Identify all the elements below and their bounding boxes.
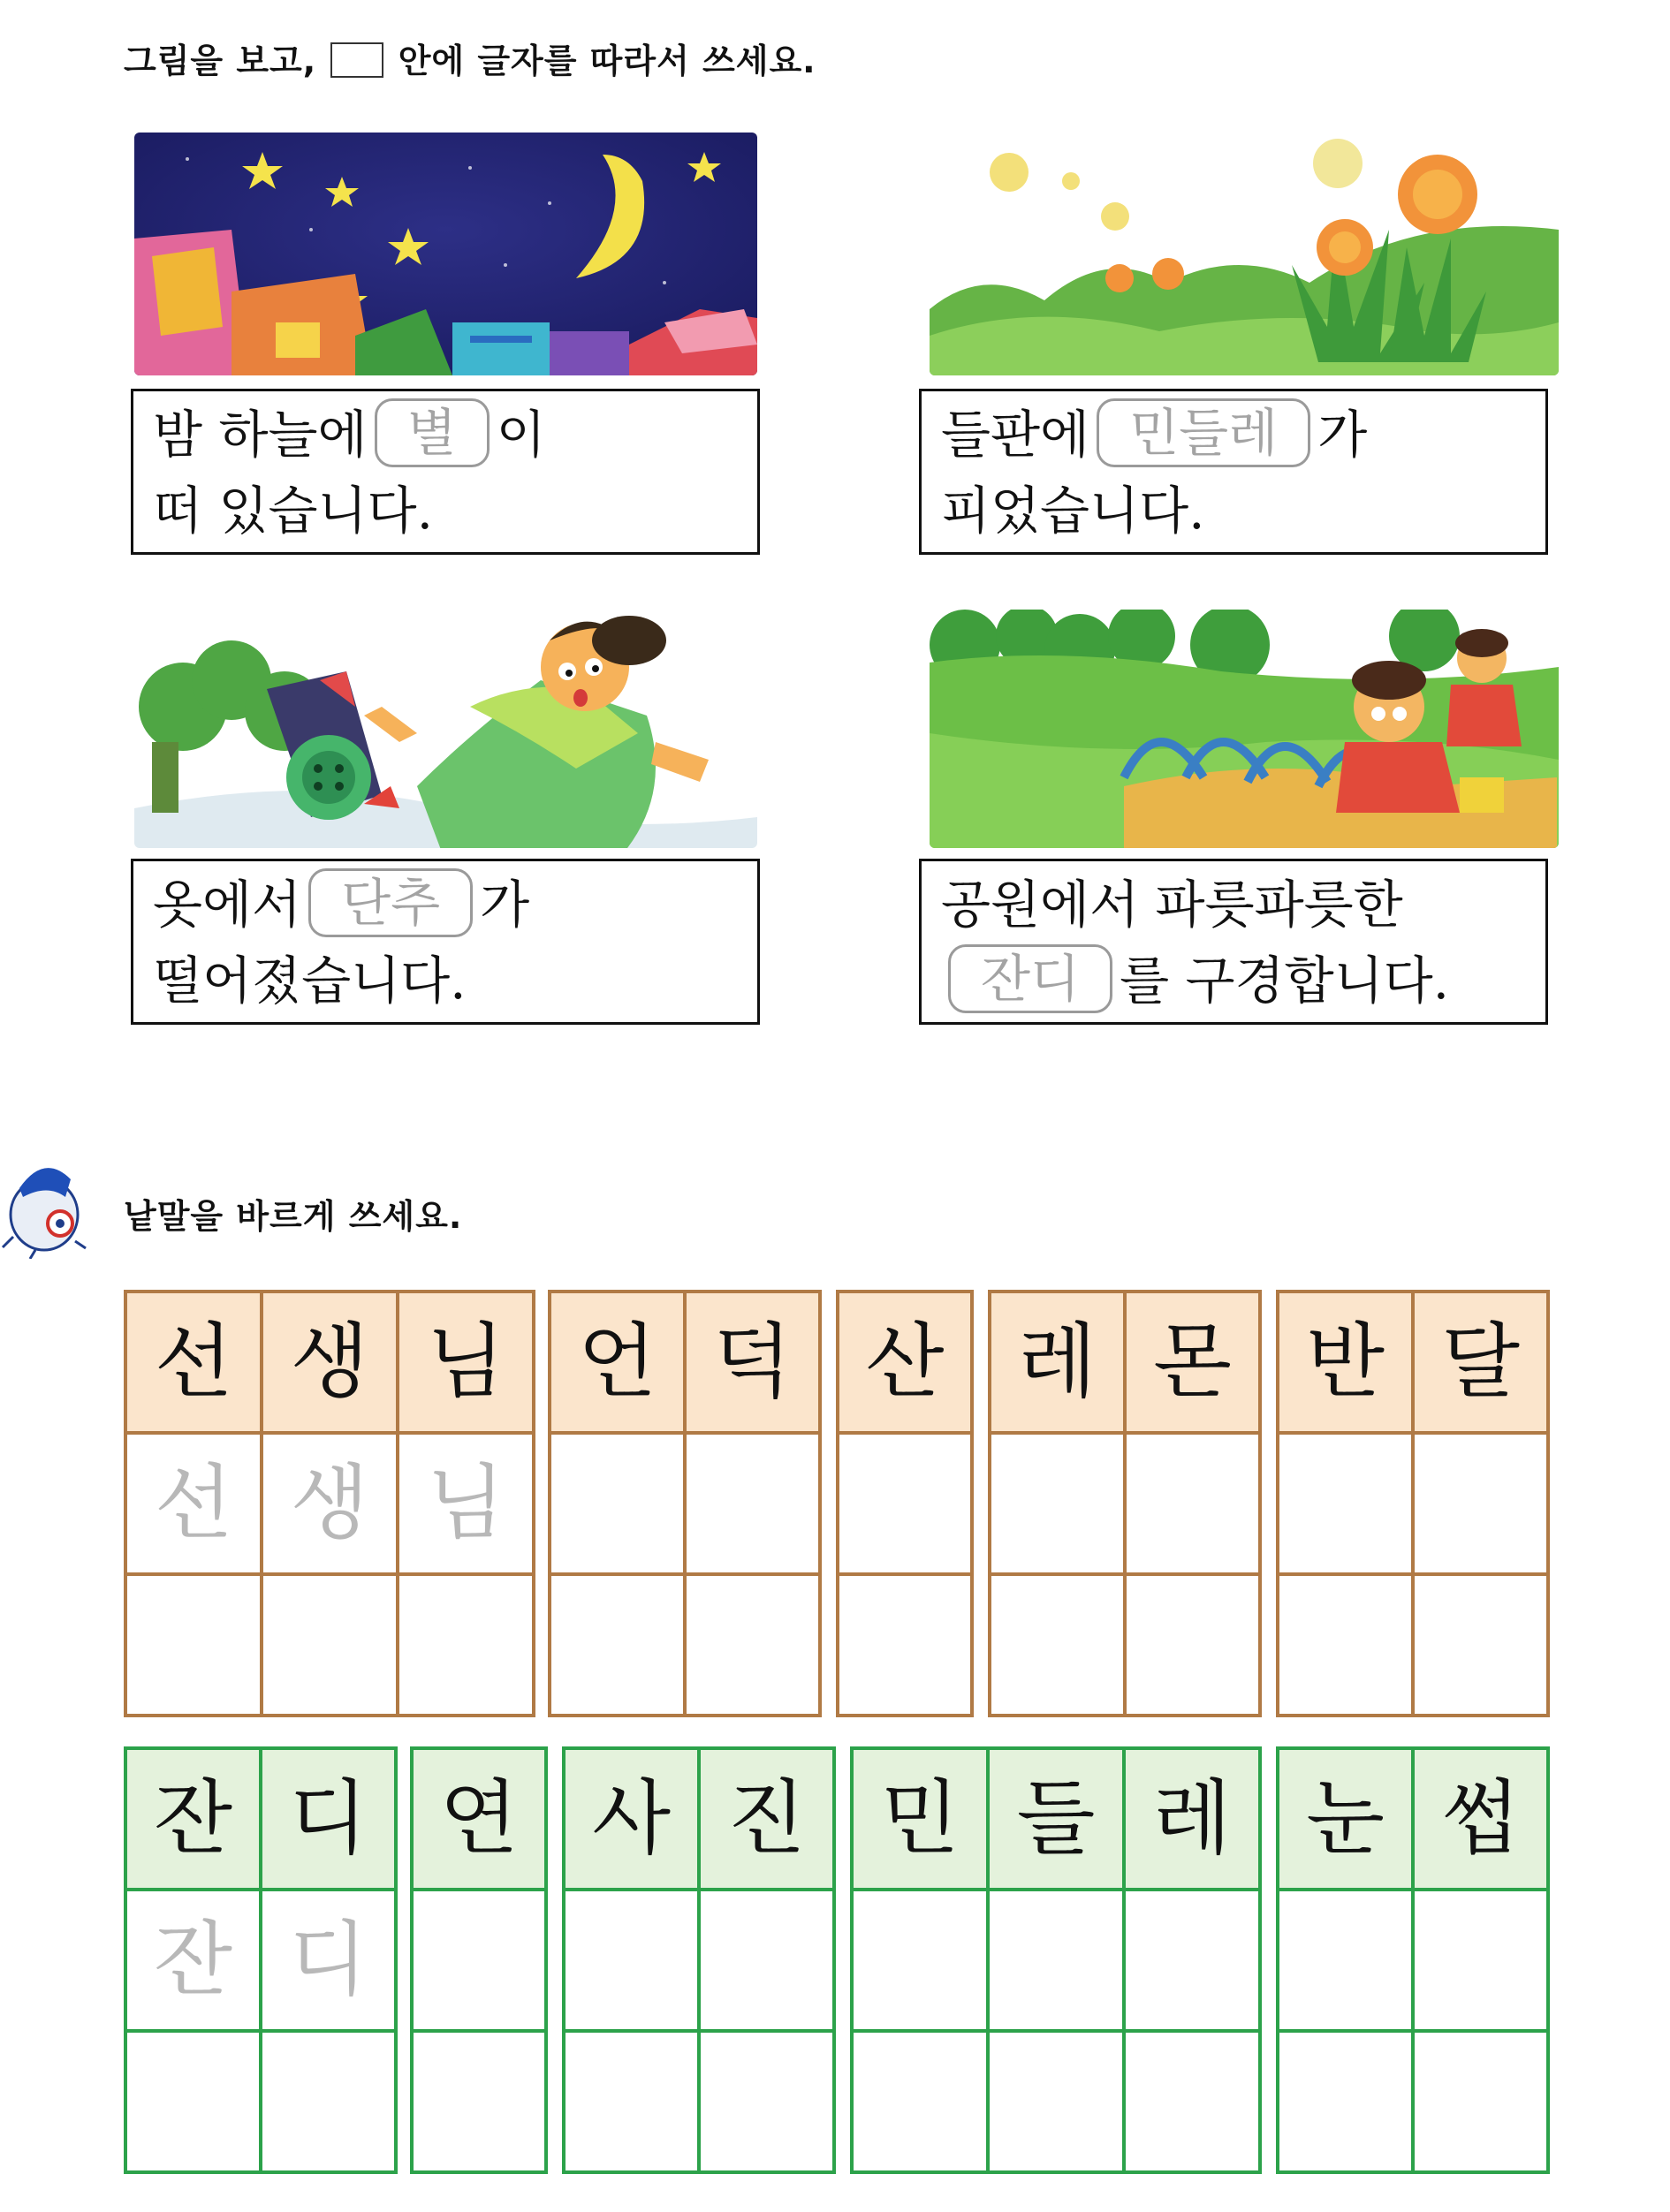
blank-cell[interactable] <box>1124 2031 1260 2172</box>
blank-cell[interactable] <box>261 2031 396 2172</box>
trace-cell[interactable] <box>550 1433 685 1574</box>
caption-panel-2 <box>919 389 1548 555</box>
grid-cell: 디 <box>261 1748 396 1890</box>
caption-2-particle: 가 <box>1317 405 1368 465</box>
caption-panel-4 <box>919 859 1548 1025</box>
grid-cell: 잔 <box>125 1748 261 1890</box>
caption-4-text: 를 구경합니다. <box>1120 951 1450 1011</box>
grid-cell: 눈 <box>1278 1748 1413 1890</box>
trace-word-pill: 단추 <box>308 868 473 937</box>
word-grid-bandal <box>1276 1290 1550 1717</box>
caption-panel-1 <box>131 389 760 555</box>
instruction-2: 낱말을 바르게 쓰세요. <box>124 1197 463 1236</box>
word-grid-jandi <box>124 1746 398 2174</box>
caption-1-text: 밤 하늘에 <box>153 405 368 465</box>
trace-cell[interactable] <box>988 1890 1124 2031</box>
grid-cell: 레 <box>1124 1748 1260 1890</box>
trace-word-pill: 잔디 <box>948 944 1112 1013</box>
grid-cell: 몬 <box>1125 1292 1260 1433</box>
blank-cell[interactable] <box>1125 1574 1260 1716</box>
trace-cell[interactable] <box>838 1433 972 1574</box>
instruction-1 <box>124 34 816 82</box>
grid-cell: 덕 <box>685 1292 820 1433</box>
trace-cell[interactable] <box>1278 1890 1413 2031</box>
grid-cell: 썹 <box>1413 1748 1548 1890</box>
blank-cell[interactable] <box>852 2031 988 2172</box>
grid-cell: 님 <box>398 1292 534 1433</box>
word-grid-sajin <box>562 1746 836 2174</box>
trace-cell[interactable]: 잔 <box>125 1890 261 2031</box>
button-falling-illustration <box>134 610 757 848</box>
grid-cell: 민 <box>852 1748 988 1890</box>
instruction-1-after: 안에 글자를 따라서 쓰세요. <box>398 42 816 80</box>
trace-cell[interactable] <box>685 1433 820 1574</box>
blank-cell[interactable] <box>988 2031 1124 2172</box>
trace-cell[interactable] <box>1124 1890 1260 2031</box>
trace-cell[interactable]: 선 <box>125 1433 262 1574</box>
night-sky-illustration <box>134 133 757 375</box>
caption-4-line-1: 공원에서 파릇파릇한 <box>941 875 1403 935</box>
blank-cell[interactable] <box>125 2031 261 2172</box>
caption-1-line-2: 떠 있습니다. <box>153 481 434 541</box>
trace-cell[interactable] <box>564 1890 699 2031</box>
trace-cell[interactable] <box>1278 1433 1413 1574</box>
grid-cell: 들 <box>988 1748 1124 1890</box>
trace-word-pill: 민들레 <box>1097 398 1310 467</box>
caption-3-particle: 가 <box>480 875 530 935</box>
caption-3-text: 옷에서 <box>153 875 302 935</box>
blank-cell[interactable] <box>412 2031 546 2172</box>
caption-1-particle: 이 <box>496 405 546 465</box>
grid-cell: 연 <box>412 1748 546 1890</box>
word-grid-nunsseop <box>1276 1746 1550 2174</box>
park-grass-illustration <box>930 610 1559 848</box>
trace-cell[interactable] <box>699 1890 834 2031</box>
blank-cell[interactable] <box>125 1574 262 1716</box>
blank-cell[interactable] <box>1278 2031 1413 2172</box>
blank-cell[interactable] <box>699 2031 834 2172</box>
caption-2-line-2: 피었습니다. <box>941 481 1205 541</box>
blank-cell[interactable] <box>685 1574 820 1716</box>
word-grid-eondeok <box>548 1290 822 1717</box>
word-grid-lemon <box>988 1290 1262 1717</box>
grid-cell: 언 <box>550 1292 685 1433</box>
blank-cell[interactable] <box>1413 2031 1548 2172</box>
trace-cell[interactable] <box>412 1890 546 2031</box>
dandelion-field-illustration <box>930 133 1559 375</box>
grid-cell: 사 <box>564 1748 699 1890</box>
grid-cell: 레 <box>990 1292 1125 1433</box>
blank-cell[interactable] <box>838 1574 972 1716</box>
grid-cell: 산 <box>838 1292 972 1433</box>
trace-cell[interactable] <box>1413 1890 1548 2031</box>
blank-cell[interactable] <box>398 1574 534 1716</box>
trace-cell[interactable] <box>1125 1433 1260 1574</box>
word-grid-san <box>836 1290 974 1717</box>
blank-cell[interactable] <box>550 1574 685 1716</box>
grid-cell: 달 <box>1413 1292 1548 1433</box>
blank-cell[interactable] <box>990 1574 1125 1716</box>
blank-cell[interactable] <box>262 1574 398 1716</box>
trace-cell[interactable]: 디 <box>261 1890 396 2031</box>
trace-word-pill: 별 <box>375 398 490 467</box>
trace-cell[interactable] <box>1413 1433 1548 1574</box>
caption-3-line-2: 떨어졌습니다. <box>153 951 467 1011</box>
word-grid-seonsaengnim <box>124 1290 535 1717</box>
instruction-1-before: 그림을 보고, <box>124 42 317 80</box>
blank-cell[interactable] <box>564 2031 699 2172</box>
robot-mascot-icon <box>0 1153 88 1259</box>
grid-cell: 선 <box>125 1292 262 1433</box>
blank-cell[interactable] <box>1278 1574 1413 1716</box>
blank-box-symbol <box>330 42 383 78</box>
word-grid-mindeulle <box>850 1746 1262 2174</box>
word-grid-yeon <box>410 1746 548 2174</box>
caption-2-text: 들판에 <box>941 405 1090 465</box>
grid-cell: 생 <box>262 1292 398 1433</box>
blank-cell[interactable] <box>1413 1574 1548 1716</box>
grid-cell: 반 <box>1278 1292 1413 1433</box>
trace-cell[interactable]: 생 <box>262 1433 398 1574</box>
caption-panel-3 <box>131 859 760 1025</box>
trace-cell[interactable]: 님 <box>398 1433 534 1574</box>
grid-cell: 진 <box>699 1748 834 1890</box>
trace-cell[interactable] <box>852 1890 988 2031</box>
trace-cell[interactable] <box>990 1433 1125 1574</box>
